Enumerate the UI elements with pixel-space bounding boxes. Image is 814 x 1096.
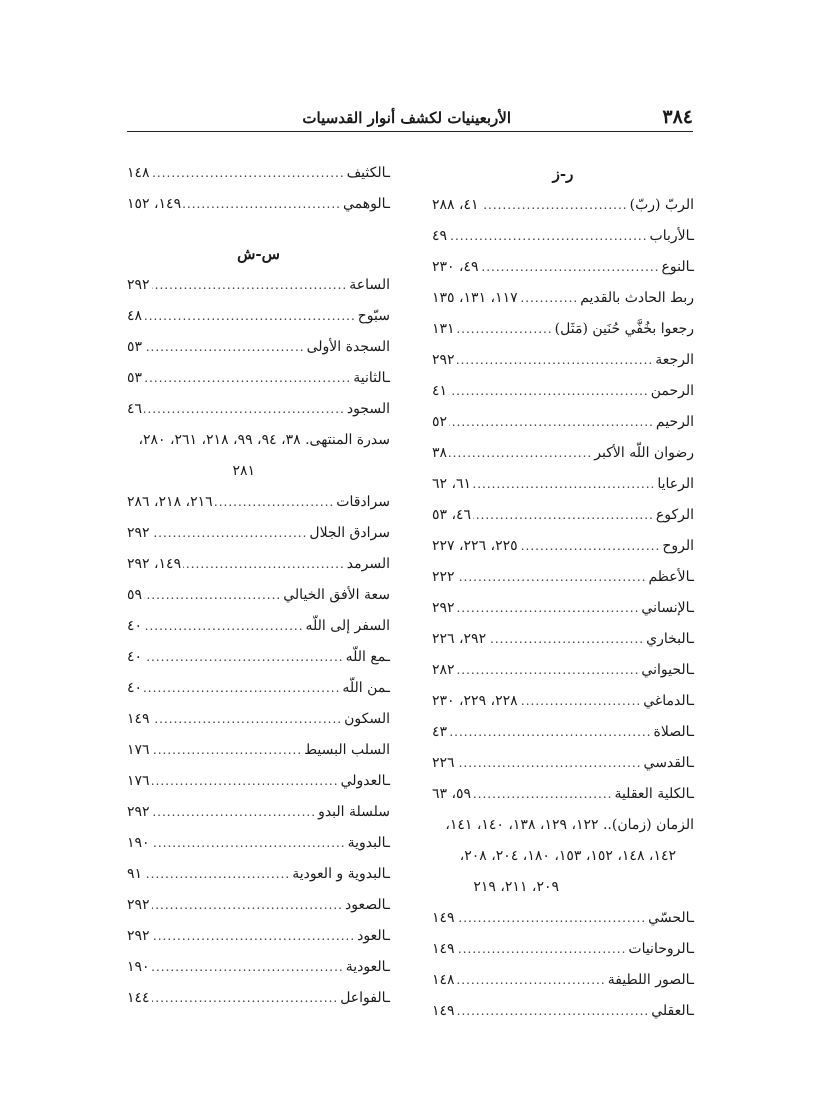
dot-leader [183,549,345,580]
index-term: ـالعود [357,928,390,944]
index-term: ـالوهمي [342,196,390,212]
index-entry [127,487,390,518]
index-entry-zaman-line-1: الزمان (زمان).. ١٢٢، ١٢٩، ١٣٨، ١٤٠، ١٤١، [445,817,694,833]
index-term: ربط الحادث بالقديم [580,290,694,306]
index-page-numbers: ٤٣ [432,724,448,740]
index-page-numbers: ٩١ [127,866,143,882]
index-term: ـالروحانيات [628,941,694,957]
index-page-numbers: ٤٦ [127,401,143,417]
index-page-numbers: ١٩٠ [127,959,150,975]
index-page-numbers: ٤٠ [127,618,143,634]
index-entry [432,965,694,996]
index-page-numbers: ١٤٨ [127,165,150,181]
index-entry [127,952,390,983]
index-entry [127,158,390,189]
index-page-numbers: ٥٩، ٦٣ [432,786,472,802]
index-entry [432,717,694,748]
dot-leader [152,704,343,735]
index-entry-sidra-line-1: سدرة المنتهى. ٣٨، ٩٤، ٩٩، ٢١٨، ٢٦١، ٢٨٠، [138,432,390,448]
index-term: السلب البسيط [304,742,390,758]
index-term: ـالبدوية [347,835,390,851]
dot-leader [144,301,356,332]
section-heading-sin-shin: س-ش [237,245,280,263]
page-number: ٣٨٤ [662,106,693,128]
index-entry [127,704,390,735]
dot-leader [144,332,305,363]
section-spacer [127,220,390,238]
index-term: الرحمن [650,383,694,399]
index-entry [127,859,390,890]
index-term: ـالكلية العقلية [614,786,694,802]
index-term: سبّوح [357,308,390,324]
index-page-numbers: ١٤٩، ١٥٢ [127,196,182,212]
index-entries-left-b [127,487,390,1014]
index-term: ـالصعود [345,897,390,913]
header-rule [127,131,693,132]
index-term: ـالعدولي [340,773,390,789]
section-heading-ra-za: ر-ز [552,165,574,183]
dot-leader [144,363,351,394]
dot-leader [457,748,642,779]
index-page-numbers: ٢٨٢ [432,662,455,678]
index-page-numbers: ٥٩ [127,587,143,603]
index-term: رجعوا بخُفَّي حُنَين (مَثَل) [554,321,694,337]
index-entry [432,531,694,562]
index-term: الرحيم [655,414,694,430]
index-page-numbers: ٢٩٢، ٢٢٦ [432,631,487,647]
dot-leader [457,934,627,965]
index-entry [432,221,694,252]
index-entry [127,394,390,425]
index-entries-right-after [432,903,694,1027]
index-page-numbers: ١١٧، ١٣١، ١٣٥ [432,290,518,306]
index-term: سلسلة البدو [318,804,390,820]
dot-leader [488,624,644,655]
dot-leader [457,655,640,686]
index-term: سرادقات [336,494,390,510]
index-term: السكون [344,711,390,727]
index-entry [127,270,390,301]
dot-leader [457,562,647,593]
index-page-numbers: ١٤٨ [432,972,455,988]
dot-leader [144,673,340,704]
index-entry [127,189,390,220]
index-page-numbers: ٢٩٢ [127,277,150,293]
index-entry [432,996,694,1027]
index-term: ـالأرباب [649,228,694,244]
index-column-left [127,158,390,1014]
index-entry [432,252,694,283]
index-entry [127,735,390,766]
index-term: السرمد [346,556,390,572]
index-page-numbers: ١٣١ [432,321,455,337]
index-entry [432,190,694,221]
index-term: ـالصلاة [653,724,694,740]
dot-leader [152,766,339,797]
index-page-numbers: ٤١ [432,383,448,399]
dot-leader [144,580,281,611]
index-page-numbers: ٢٩٢ [127,928,150,944]
index-page-numbers: ٤٠ [127,680,143,696]
index-entry [432,562,694,593]
index-page-numbers: ١٤٩ [432,910,455,926]
index-term: السفر إلى اللّه [305,618,390,634]
dot-leader [520,686,642,717]
index-page-numbers: ٥٣ [127,339,143,355]
dot-leader [449,376,649,407]
index-term: ـالبخاري [646,631,694,647]
index-entry-sidra-line-2: ٢٨١ [232,463,255,479]
dot-leader [152,270,348,301]
index-term: ـالبدوية و العودية [292,866,390,882]
dot-leader [473,779,612,810]
index-page-numbers: ٢٩٢ [432,600,455,616]
index-term: ـالنوع [661,259,694,275]
index-entry [432,748,694,779]
dot-leader [144,394,345,425]
index-term: سعة الأفق الخيالي [283,587,390,603]
index-term: ـمن اللّه [342,680,390,696]
dot-leader [144,611,303,642]
index-entry [127,983,390,1014]
index-term: ـالفواعل [340,990,390,1006]
index-page-numbers: ٢٩٢ [432,352,455,368]
index-entry [432,624,694,655]
index-entry [127,673,390,704]
dot-leader [457,903,647,934]
index-page-numbers: ٤٦، ٥٣ [432,507,472,523]
index-entry [432,593,694,624]
index-entry [432,686,694,717]
index-page-numbers: ١٤٩ [432,1003,455,1019]
dot-leader [457,996,650,1027]
index-page-numbers: ١٤٤ [127,990,150,1006]
dot-leader [152,518,308,549]
dot-leader [457,593,640,624]
dot-leader [215,487,335,518]
index-entry [432,283,694,314]
dot-leader [152,735,303,766]
dot-leader [457,314,553,345]
index-entry [432,438,694,469]
dot-leader [152,921,356,952]
index-page-numbers: ٤٩، ٢٣٠ [432,259,479,275]
index-entry [127,580,390,611]
index-entry-zaman-line-2: ١٤٢، ١٤٨، ١٥٢، ١٥٣، ١٨٠، ٢٠٤، ٢٠٨، [459,848,676,864]
index-entry [432,779,694,810]
index-entry [432,376,694,407]
index-page-numbers: ٢٩٢ [127,804,150,820]
index-entry-zaman-line-3: ٢٠٩، ٢١١، ٢١٩ [473,879,559,895]
index-page-numbers: ٢٢٦ [432,755,455,771]
running-title: الأربعينيات لكشف أنوار القدسيات [302,109,511,127]
dot-leader [144,859,290,890]
index-entry [432,500,694,531]
index-page-numbers: ٥٢ [432,414,448,430]
index-page-numbers: ١٧٦ [127,773,150,789]
dot-leader [481,190,628,221]
index-entries-left-top [127,158,390,220]
index-entry [127,518,390,549]
index-term: ـالدماغي [643,693,694,709]
page-header [127,106,693,132]
dot-leader [481,252,660,283]
index-term: الرجعة [655,352,694,368]
index-entry [127,611,390,642]
index-entry [432,407,694,438]
index-term: ـالكثيف [346,165,390,181]
index-page-numbers: ٢٩٢ [127,525,150,541]
dot-leader [152,158,345,189]
index-entry [432,655,694,686]
index-entry [127,332,390,363]
index-entry [127,642,390,673]
dot-leader [449,438,592,469]
index-term: الروح [662,538,694,554]
index-term: ـالثانية [353,370,390,386]
index-term: الساعة [349,277,390,293]
dot-leader [520,531,661,562]
index-term: ـالحسّي [648,910,694,926]
index-term: ـالحيواني [641,662,694,678]
dot-leader [144,642,344,673]
index-entry [127,890,390,921]
index-entry [432,469,694,500]
dot-leader [473,500,654,531]
dot-leader [152,828,346,859]
index-term: ـالإنساني [641,600,694,616]
index-entry [127,363,390,394]
index-term: سرادق الجلال [309,525,390,541]
dot-leader [473,469,655,500]
dot-leader [152,890,343,921]
index-entry [127,549,390,580]
index-page-numbers: ٤٠ [127,649,143,665]
index-term: ـمع اللّه [345,649,390,665]
dot-leader [520,283,579,314]
index-column-right [432,158,694,1027]
index-term: السجود [346,401,390,417]
index-entries-left-a [127,270,390,425]
index-entry [127,921,390,952]
index-entry [432,934,694,965]
index-page-numbers: ٢٢٢ [432,569,455,585]
index-entries-right [432,190,694,810]
index-term: الربّ (ربّ) [629,197,694,213]
dot-leader [457,965,606,996]
index-page-numbers: ٢٢٨، ٢٢٩، ٢٣٠ [432,693,518,709]
index-page-numbers: ١٤٩ [127,711,150,727]
index-term: رضوان اللّه الأكبر [594,445,694,461]
dot-leader [152,797,317,828]
index-page-numbers: ١٧٦ [127,742,150,758]
index-term: ـالقدسي [643,755,694,771]
index-page-numbers: ١٩٠ [127,835,150,851]
index-page-numbers: ٤٩ [432,228,448,244]
index-term: السجدة الأولى [306,339,390,355]
index-entry [432,903,694,934]
index-page-numbers: ٢٢٥، ٢٢٦، ٢٢٧ [432,538,518,554]
index-entry [127,797,390,828]
index-term: ـالصور اللطيفة [607,972,694,988]
index-page-numbers: ٣٨ [432,445,448,461]
index-page-numbers: ٢١٦، ٢١٨، ٢٨٦ [127,494,213,510]
dot-leader [183,189,341,220]
index-page-numbers: ٤٨ [127,308,143,324]
dot-leader [449,221,647,252]
index-term: ـالعقلي [651,1003,694,1019]
dot-leader [152,952,344,983]
index-entry [432,345,694,376]
dot-leader [449,407,654,438]
index-term: الرعايا [657,476,694,492]
index-page-numbers: ١٤٩ [432,941,455,957]
index-page-numbers: ١٤٩، ٢٩٢ [127,556,182,572]
index-page-numbers: ٦١، ٦٢ [432,476,472,492]
index-page-numbers: ٢٩٢ [127,897,150,913]
index-page-numbers: ٤١، ٢٨٨ [432,197,479,213]
index-entry [127,766,390,797]
dot-leader [449,717,651,748]
index-term: ـالعودية [345,959,390,975]
index-entry [127,828,390,859]
index-entry [432,314,694,345]
index-entry [127,301,390,332]
index-page-numbers: ٥٣ [127,370,143,386]
index-term: ـالأعظم [648,569,694,585]
index-term: الركوع [655,507,694,523]
dot-leader [457,345,654,376]
dot-leader [152,983,339,1014]
